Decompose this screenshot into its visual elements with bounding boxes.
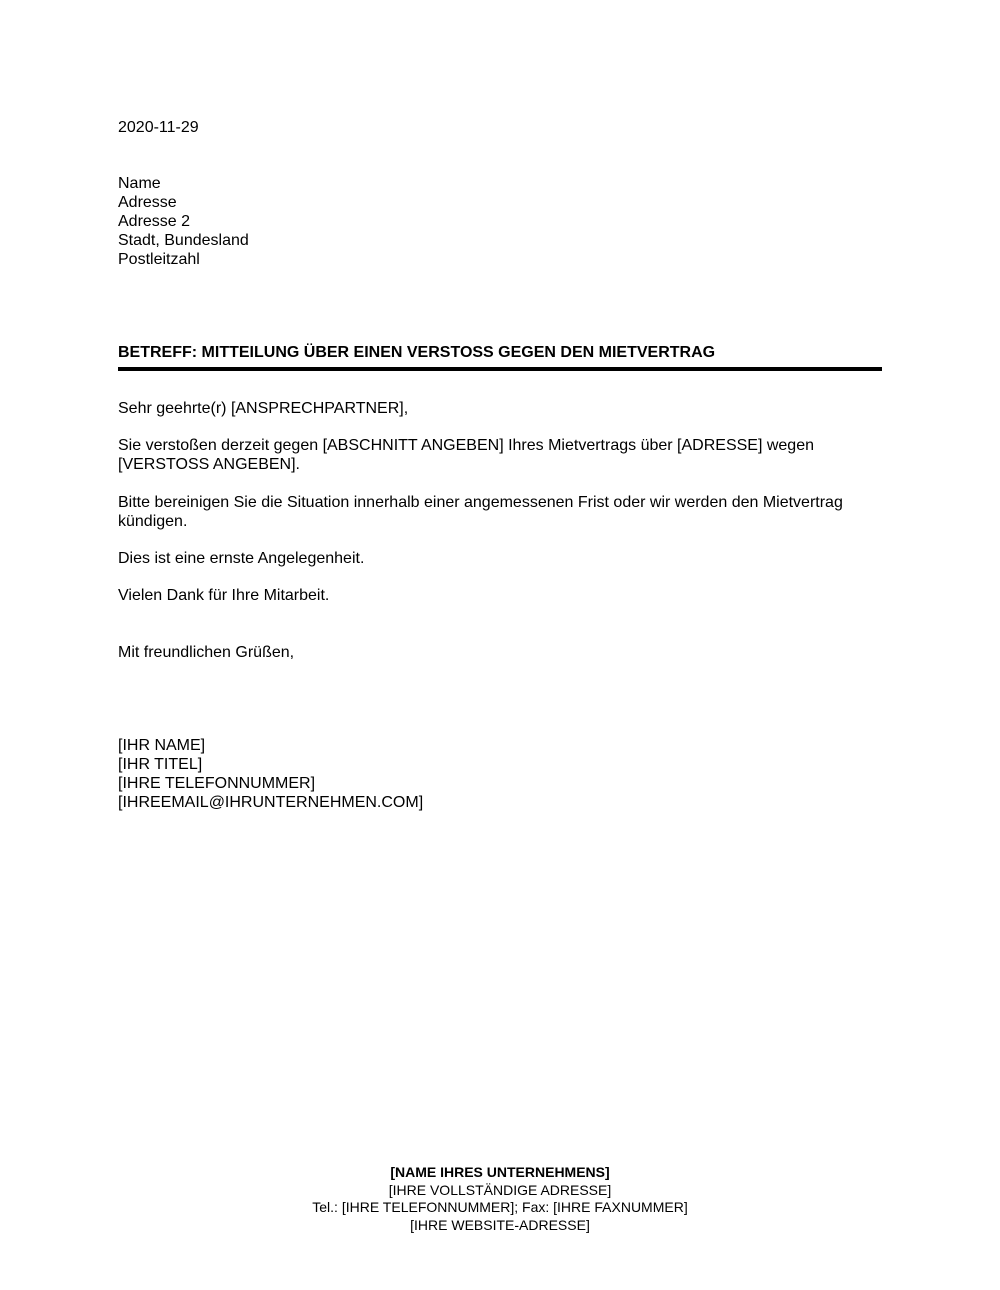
signature-block bbox=[118, 736, 423, 812]
signature-email: [IHREEMAIL@IHRUNTERNEHMEN.COM] bbox=[118, 794, 424, 811]
recipient-address-line-2: Adresse 2 bbox=[118, 213, 191, 230]
subject-divider bbox=[118, 367, 882, 371]
closing-phrase: Mit freundlichen Grüßen, bbox=[118, 644, 295, 661]
signature-phone: [IHRE TELEFONNUMMER] bbox=[118, 775, 316, 792]
footer-contact: Tel.: [IHRE TELEFONNUMMER]; Fax: [IHRE FAXNUMMER] bbox=[312, 1199, 688, 1215]
recipient-address-line-1: Adresse bbox=[118, 194, 177, 211]
recipient-postal-code: Postleitzahl bbox=[118, 251, 200, 268]
company-footer bbox=[0, 1164, 1000, 1234]
footer-company-name: [NAME IHRES UNTERNEHMENS] bbox=[390, 1164, 610, 1180]
footer-address: [IHRE VOLLSTÄNDIGE ADRESSE] bbox=[388, 1181, 612, 1198]
signature-name: [IHR NAME] bbox=[118, 737, 206, 754]
body-paragraph: Vielen Dank für Ihre Mitarbeit. bbox=[118, 587, 330, 604]
letter-date: 2020-11-29 bbox=[118, 119, 199, 136]
body-paragraph: Sie verstoßen derzeit gegen [ABSCHNITT ANGEBEN] Ihres Mietvertrags über [ADRESSE] wegen [VERSTOSS ANGEBEN]. bbox=[118, 437, 814, 473]
recipient-city-state: Stadt, Bundesland bbox=[118, 232, 249, 249]
body-paragraph: Bitte bereinigen Sie die Situation innerhalb einer angemessenen Frist oder wir werden den Mietvertrag kündigen. bbox=[118, 494, 843, 530]
salutation: Sehr geehrte(r) [ANSPRECHPARTNER], bbox=[118, 400, 409, 417]
recipient-name: Name bbox=[118, 175, 161, 192]
footer-website: [IHRE WEBSITE-ADRESSE] bbox=[410, 1216, 590, 1233]
body-paragraph: Dies ist eine ernste Angelegenheit. bbox=[118, 550, 365, 567]
recipient-address-block bbox=[118, 174, 249, 269]
signature-title: [IHR TITEL] bbox=[118, 756, 203, 773]
subject-line: BETREFF: MITTEILUNG ÜBER EINEN VERSTOSS GEGEN DEN MIETVERTRAG bbox=[118, 344, 716, 361]
